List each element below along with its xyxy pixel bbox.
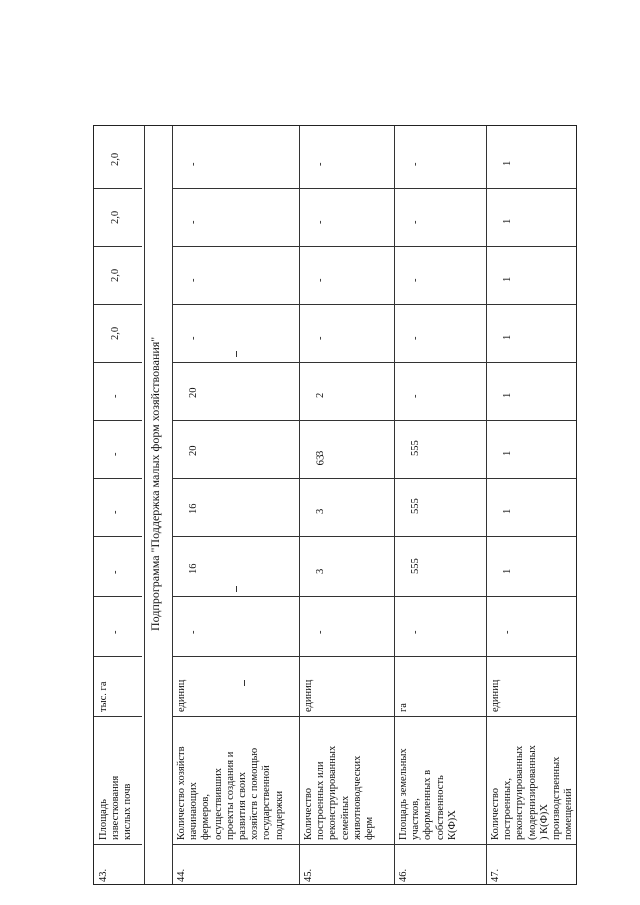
value-cell: - [110, 394, 121, 398]
unit-label: га [398, 703, 409, 712]
scan-mark [236, 351, 237, 357]
value-cell: 1 [502, 568, 513, 574]
value-cell: 2,0 [110, 152, 121, 166]
value-cell: - [110, 452, 121, 456]
row-number: 45. [303, 868, 314, 882]
column-divider [172, 188, 576, 189]
value-cell: - [315, 220, 326, 224]
value-cell: - [188, 278, 199, 282]
value-cell: - [188, 336, 199, 340]
value-cell: - [315, 336, 326, 340]
value-cell: 2 [315, 392, 326, 398]
value-cell: - [410, 336, 421, 340]
column-divider [94, 420, 142, 421]
row-number: 47. [490, 868, 501, 882]
indicator-name: Площадь земельных участков, оформленных в собственность К(Ф)Х [398, 748, 458, 840]
column-divider [94, 362, 142, 363]
indicator-name: Количество построенных, реконструированных (модернизированных ) К(Ф)Х производственных помещений [490, 745, 575, 840]
indicator-name: Количество хозяйств начинающих фермеров, осуществивших проекты создания и развития своих хозяйств с помощью государственной поддержки [176, 746, 285, 840]
value-cell: 3 [315, 568, 326, 574]
column-divider [94, 536, 142, 537]
value-cell: - [315, 162, 326, 166]
value-cell: - [502, 630, 513, 634]
value-cell: 1 [502, 334, 513, 340]
value-cell: - [315, 278, 326, 282]
subprogram-title: Подпрограмма "Поддержка малых форм хозяйствования" [148, 336, 162, 631]
column-divider [172, 362, 576, 363]
value-cell: 555 [410, 440, 421, 456]
value-cell: 20 [188, 445, 199, 456]
row-divider [394, 126, 395, 884]
column-divider [94, 844, 142, 845]
scan-mark [236, 586, 237, 592]
column-divider [172, 536, 576, 537]
column-divider [172, 420, 576, 421]
unit-label: тыс. га [98, 681, 109, 712]
unit-label: единиц [490, 679, 501, 712]
value-cell: - [188, 162, 199, 166]
value-cell: 1 [502, 160, 513, 166]
value-cell: - [110, 510, 121, 514]
value-cell: 2,0 [110, 210, 121, 224]
unit-label: единиц [176, 679, 187, 712]
column-divider [94, 188, 142, 189]
column-divider [94, 246, 142, 247]
value-cell: - [110, 570, 121, 574]
column-divider [94, 716, 142, 717]
value-cell: 2,0 [110, 326, 121, 340]
value-cell: - [315, 630, 326, 634]
indicator-name: Площадь известкования кислых почв [98, 775, 134, 840]
value-cell: 1 [502, 392, 513, 398]
value-cell: 1 [502, 450, 513, 456]
value-cell: 16 [188, 563, 199, 574]
value-cell: - [188, 630, 199, 634]
scan-mark [244, 680, 245, 686]
value-cell: - [410, 630, 421, 634]
page-number: 63 [314, 454, 326, 466]
column-divider [172, 656, 576, 657]
value-cell: - [410, 220, 421, 224]
value-cell: - [410, 394, 421, 398]
value-cell: 555 [410, 558, 421, 574]
row-number: 46. [398, 868, 409, 882]
column-divider [94, 304, 142, 305]
value-cell: 16 [188, 503, 199, 514]
unit-label: единиц [303, 679, 314, 712]
value-cell: 3 [315, 508, 326, 514]
column-divider [172, 478, 576, 479]
column-divider [172, 246, 576, 247]
indicator-name: Количество построенных или реконструированных семейных животноводческих ферм [303, 745, 376, 840]
column-divider [172, 596, 576, 597]
column-divider [172, 304, 576, 305]
value-cell: 3 [315, 450, 326, 456]
row-divider [486, 126, 487, 884]
value-cell: 1 [502, 508, 513, 514]
column-divider [172, 844, 576, 845]
row-divider [144, 126, 145, 884]
value-cell: - [110, 630, 121, 634]
row-divider [299, 126, 300, 884]
value-cell: - [410, 162, 421, 166]
value-cell: 2,0 [110, 268, 121, 282]
column-divider [94, 596, 142, 597]
column-divider [94, 478, 142, 479]
value-cell: - [410, 278, 421, 282]
value-cell: 1 [502, 276, 513, 282]
row-divider [172, 126, 173, 884]
value-cell: 20 [188, 387, 199, 398]
column-divider [94, 656, 142, 657]
row-number: 44. [176, 868, 187, 882]
row-number: 43. [98, 868, 109, 882]
column-divider [172, 716, 576, 717]
value-cell: 555 [410, 498, 421, 514]
value-cell: 1 [502, 218, 513, 224]
value-cell: - [188, 220, 199, 224]
indicators-table [93, 125, 577, 885]
